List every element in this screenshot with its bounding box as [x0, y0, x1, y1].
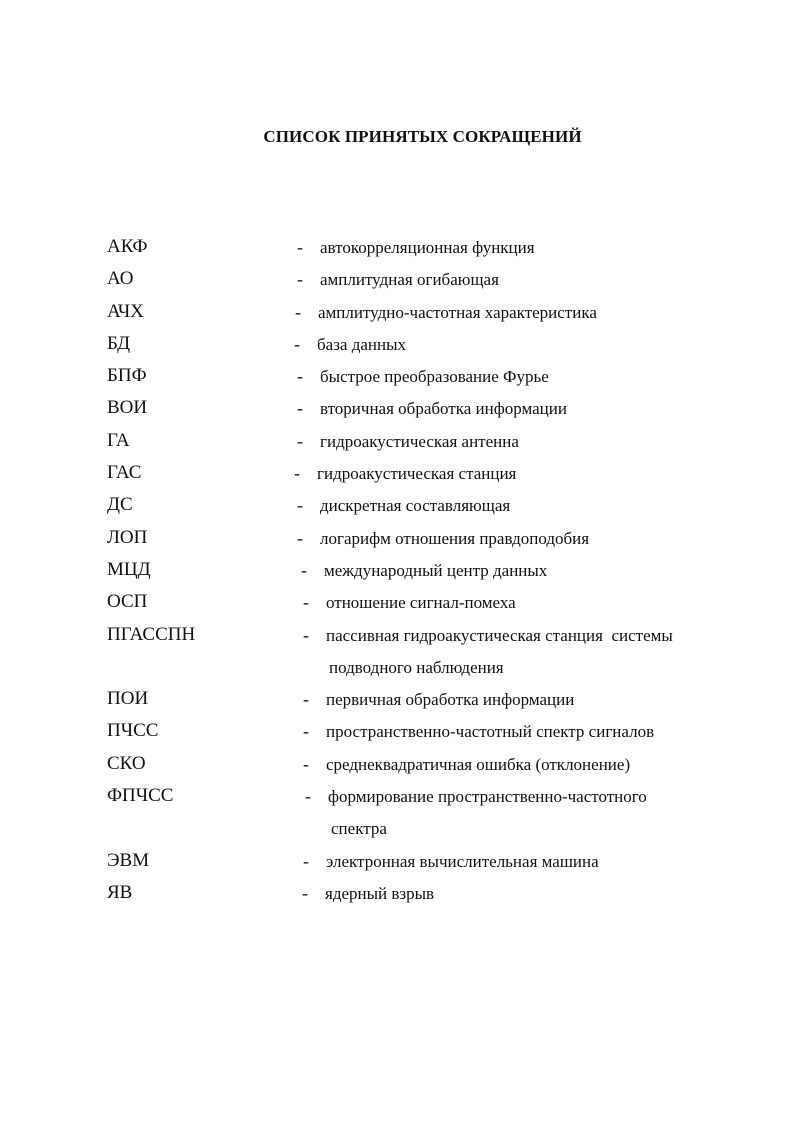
definition-text: амплитудная огибающая	[320, 270, 499, 290]
abbreviation-entry	[0, 360, 794, 392]
abbreviation-term: ПГАССПН	[107, 623, 196, 645]
abbreviation-definition	[320, 490, 510, 522]
abbreviation-definition	[324, 555, 547, 587]
definition-text: первичная обработка информации	[326, 690, 575, 710]
page-title: СПИСОК ПРИНЯТЫХ СОКРАЩЕНИЙ	[263, 127, 582, 146]
abbreviation-term: ЛОП	[107, 526, 148, 548]
definition-text: ядерный взрыв	[325, 883, 435, 903]
abbreviation-term: ПОИ	[107, 688, 149, 710]
separator-dash: -	[303, 850, 309, 871]
definition-text: быстрое преобразование Фурье	[320, 367, 549, 387]
abbreviation-term: ДС	[107, 494, 133, 516]
abbreviation-entry	[0, 457, 794, 489]
definition-text: электронная вычислительная машина	[326, 851, 599, 871]
abbreviation-entry	[0, 263, 794, 295]
abbreviation-entry	[0, 554, 794, 586]
abbreviation-entry	[0, 877, 794, 909]
abbreviation-definition	[326, 620, 673, 685]
definition-text: автокорреляционная функция	[320, 238, 535, 257]
abbreviation-term: ОСП	[107, 591, 148, 613]
abbreviation-definition	[320, 426, 519, 458]
abbreviation-term: АКФ	[107, 236, 148, 257]
abbreviation-definition	[320, 264, 499, 296]
abbreviation-definition	[320, 523, 589, 555]
definition-text: гидроакустическая антенна	[320, 431, 519, 451]
abbreviation-definition	[317, 329, 406, 361]
abbreviation-definition	[326, 749, 630, 781]
abbreviation-term: СКО	[107, 752, 146, 774]
abbreviation-entry	[0, 231, 794, 263]
separator-dash: -	[303, 721, 309, 742]
abbreviation-entry	[0, 780, 794, 845]
separator-dash: -	[302, 882, 308, 903]
separator-dash: -	[297, 527, 303, 548]
abbreviation-definition	[325, 878, 434, 910]
definition-continuation: подводного наблюдения	[329, 657, 504, 677]
definition-text: амплитудно-частотная характеристика	[318, 302, 597, 322]
abbreviation-term: БПФ	[107, 365, 147, 387]
definition-text: гидроакустическая станция	[317, 464, 517, 484]
abbreviation-term: ВОИ	[107, 397, 148, 419]
abbreviation-entry	[0, 715, 794, 747]
abbreviation-definition	[326, 716, 654, 748]
abbreviation-definition	[326, 587, 516, 619]
abbreviation-term: БД	[107, 332, 131, 354]
separator-dash: -	[294, 333, 300, 354]
abbreviation-entry	[0, 328, 794, 360]
abbreviation-term: АЧХ	[107, 300, 144, 322]
abbreviation-definition	[317, 458, 516, 490]
abbreviation-term: ГА	[107, 429, 130, 451]
definition-text: международный центр данных	[324, 560, 548, 580]
abbreviation-term: АО	[107, 268, 134, 290]
abbreviation-definition	[320, 232, 535, 264]
abbreviation-definition	[328, 781, 647, 846]
abbreviation-entry	[0, 619, 794, 684]
abbreviation-entry	[0, 425, 794, 457]
separator-dash: -	[303, 624, 309, 645]
definition-text: пассивная гидроакустическая станция системы	[326, 625, 673, 645]
separator-dash: -	[297, 430, 303, 451]
definition-text: отношение сигнал-помеха	[326, 593, 516, 613]
separator-dash: -	[297, 398, 303, 419]
abbreviation-term: ЯВ	[107, 881, 133, 903]
separator-dash: -	[303, 689, 309, 710]
abbreviation-entry	[0, 522, 794, 554]
separator-dash: -	[303, 753, 309, 774]
abbreviation-list	[0, 231, 794, 909]
abbreviation-entry	[0, 845, 794, 877]
definition-text: дискретная составляющая	[320, 496, 511, 516]
abbreviation-term: МЦД	[107, 558, 151, 580]
abbreviation-entry	[0, 683, 794, 715]
definition-text: среднеквадратичная ошибка (отклонение)	[326, 754, 631, 774]
definition-text: пространственно-частотный спектр сигналов	[326, 722, 655, 742]
separator-dash: -	[297, 269, 303, 290]
abbreviation-entry	[0, 489, 794, 521]
separator-dash: -	[297, 495, 303, 516]
abbreviation-entry	[0, 392, 794, 424]
definition-text: вторичная обработка информации	[320, 399, 567, 419]
separator-dash: -	[305, 786, 311, 807]
separator-dash: -	[297, 237, 303, 257]
abbreviation-definition	[326, 684, 574, 716]
definition-continuation: спектра	[331, 819, 387, 839]
abbreviation-entry	[0, 296, 794, 328]
separator-dash: -	[295, 301, 301, 322]
abbreviation-term: ФПЧСС	[107, 785, 174, 807]
definition-text: логарифм отношения правдоподобия	[320, 528, 590, 548]
abbreviation-entry	[0, 748, 794, 780]
abbreviation-definition	[320, 393, 567, 425]
separator-dash: -	[301, 559, 307, 580]
abbreviation-definition	[326, 846, 599, 878]
abbreviation-entry	[0, 586, 794, 618]
abbreviation-definition	[318, 297, 597, 329]
abbreviation-term: ЭВМ	[107, 849, 150, 871]
separator-dash: -	[297, 366, 303, 387]
separator-dash: -	[303, 592, 309, 613]
separator-dash: -	[294, 463, 300, 484]
abbreviation-term: ГАС	[107, 462, 142, 484]
definition-text: база данных	[317, 334, 407, 354]
abbreviation-definition	[320, 361, 549, 393]
abbreviation-term: ПЧСС	[107, 720, 159, 742]
definition-text: формирование пространственно-частотного	[328, 787, 647, 807]
